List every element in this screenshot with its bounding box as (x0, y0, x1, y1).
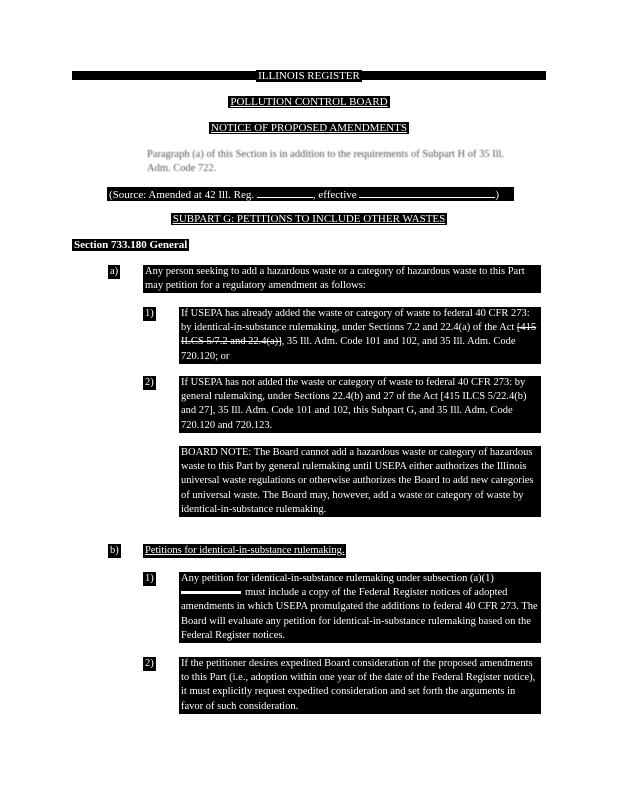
board-note: BOARD NOTE: The Board cannot add a hazardous waste or category of hazardous waste to this Part by general rulemaking until USEPA either authorizes the Illinois universal waste regulations or otherwise authorizes the Board to add new categories of universal waste. The Board may, however, add a waste or category of waste by identical-in-substance rulemaking. (179, 446, 541, 517)
register-title: ILLINOIS REGISTER (258, 70, 360, 82)
source-suffix: ) (495, 189, 500, 201)
paragraph-a1 (179, 307, 541, 364)
source-prefix: (Source: Amended at 42 Ill. Reg. (109, 189, 257, 201)
b1-text-after: must include a copy of the Federal Register notices of adopted amendments in which USEPA promulgated the additions to federal 40 CFR 273. The Board will evaluate any petition for identical-in-substance rulemaking based on the Federal Register notices. (181, 587, 538, 641)
source-line (107, 187, 514, 201)
paragraph-a: Any person seeking to add a hazardous waste or a category of hazardous waste to this Part may petition for a regulatory amendment as follows: (143, 265, 541, 293)
subpart-title: SUBPART G: PETITIONS TO INCLUDE OTHER WASTES (172, 213, 446, 225)
faded-line-2: Adm. Code 722. (147, 163, 217, 175)
marker-b1: 1) (145, 573, 154, 584)
board-title: POLLUTION CONTROL BOARD (230, 96, 388, 108)
reg-blank (257, 187, 313, 198)
section-title: Section 733.180 General (74, 239, 188, 251)
effective-blank (359, 187, 495, 198)
paragraph-b1 (179, 572, 541, 643)
marker-a2: 2) (145, 377, 154, 388)
a1-text-before: If USEPA has already added the waste or category of waste to federal 40 CFR 273: by identical-in-substance rulemaking, under Sections 7.2 and 22.4(a) of the Act (181, 308, 530, 334)
marker-a1: 1) (145, 308, 154, 319)
marker-a: a) (110, 266, 119, 277)
faded-paragraph (145, 148, 545, 176)
marker-b: b) (110, 545, 119, 556)
notice-title: NOTICE OF PROPOSED AMENDMENTS (211, 122, 407, 134)
paragraph-a2: If USEPA has not added the waste or category of waste to federal 40 CFR 273: by general rulemaking, under Sections 22.4(b) and 27 of the Act [415 ILCS 5/22.4(b) and 27], 35 Ill. Adm. Code 101 and 102, this Subpart G, and 35 Ill. Adm. Code 720.120 and 720.123. (179, 376, 541, 433)
b1-text-before: Any petition for identical-in-substance rulemaking under subsection (a)(1) (181, 573, 494, 584)
redaction-mark (181, 591, 241, 594)
a1-text-after: , 35 Ill. Adm. Code 101 and 102, and 35 Ill. Adm. Code 720.120; or (181, 336, 516, 362)
paragraph-b2: If the petitioner desires expedited Board consideration of the proposed amendments to this Part (i.e., adoption within one year of the date of the Federal Register notice), it must explicitly request expedited consideration and set forth the arguments in favor of such consideration. (179, 657, 541, 714)
a1-struck-text: [415 ILCS 5/7.2 and 22.4(a)] (181, 322, 537, 348)
paragraph-b: Petitions for identical-in-substance rulemaking. (145, 545, 345, 556)
faded-line-1: Paragraph (a) of this Section is in addition to the requirements of Subpart H of 35 Ill. (147, 149, 505, 160)
source-middle: , effective (312, 189, 360, 201)
marker-b2: 2) (145, 658, 154, 669)
